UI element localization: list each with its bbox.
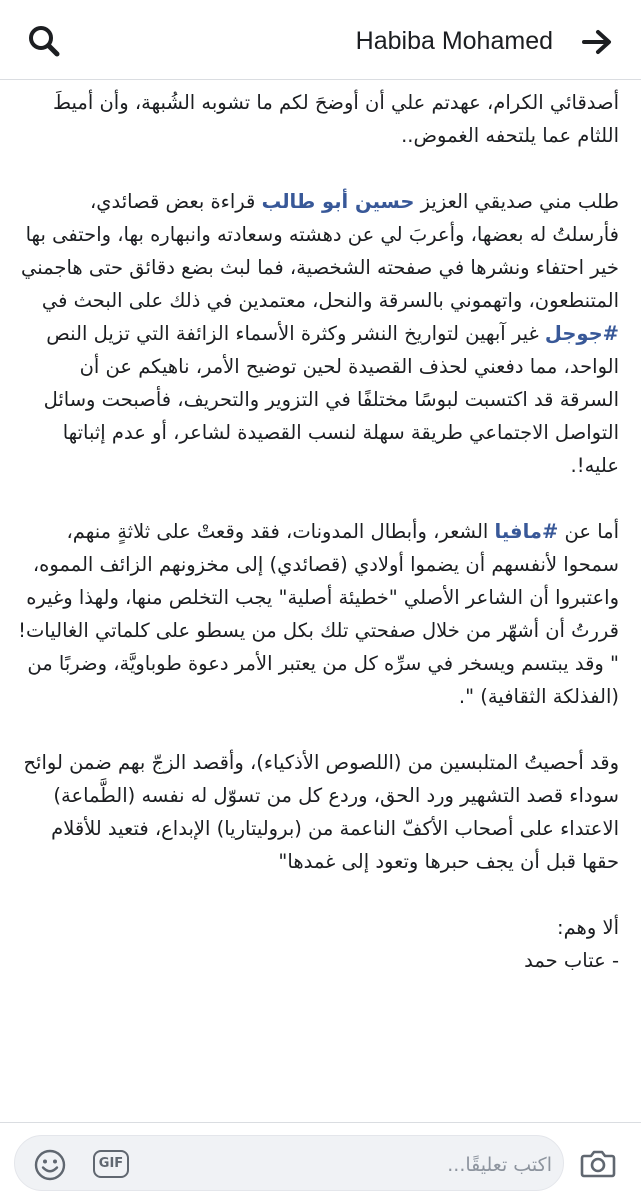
mafia-text-end: الشعر، وأبطال المدونات، فقد وقعتْ على ثلاثةٍ منهم، سمحوا لأنفسهم أن يضموا أولادي (قصائدي) إلى مخزونهم الزائف المموه، واعتبروا أن الشاعر الأصلي "خطيئة أصلية" يجب التخلص منها، ولهذا وغيره قررتُ أن أشهّر من خلال صفحتي تلك بكل من يسطو على كلماتي الغاليات!	[18, 520, 619, 642]
story-text-middle: قراءة بعض قصائدي، فأرسلتُ له بعضها، وأعربَ لي عن دهشته وسعادته وانبهاره بها، واحتفى بها خير احتفاء ونشرها في صفحته الشخصية، فما لبث بضع دقائق حتى هاجمني المتنطعون، واتهموني بالسرقة والنحل، معتمدين في ذلك على البحث في	[21, 190, 619, 312]
comment-bar	[0, 1122, 641, 1200]
post-quote: " وقد يبتسم ويسخر في سرِّه كل من يعتبر الأمر دعوة طوباويَّة، وضربًا من (الفذلكة الثقافية) ".	[27, 652, 619, 708]
paragraph-gap	[18, 152, 619, 185]
arrow-right-icon[interactable]	[579, 24, 615, 60]
paragraph-gap	[18, 713, 619, 746]
post-text	[18, 86, 619, 977]
mafia-text-start: أما عن	[558, 520, 619, 543]
comment-input[interactable]	[165, 1146, 554, 1184]
top-bar	[0, 0, 641, 80]
story-text-start: طلب مني صديقي العزيز	[414, 190, 619, 213]
post-list-item: - عتاب حمد	[524, 949, 619, 972]
hashtag-mafia-link[interactable]: #مافيا	[494, 520, 559, 543]
gif-button[interactable]: GIF	[93, 1150, 129, 1178]
paragraph-gap	[18, 878, 619, 911]
post-paragraph-story	[18, 185, 619, 482]
post-paragraph-mafia	[18, 515, 619, 647]
comment-box[interactable]	[14, 1135, 564, 1191]
profile-name-title[interactable]: Habiba Mohamed	[355, 27, 553, 55]
post-paragraph-list-intro: وقد أحصيتُ المتلبسين من (اللصوص الأذكياء)، وأقصد الزجّ بهم ضمن لوائح سوداء قصد التشهير ورد الحق، وردع كل من تسوّل له نفسه (الطَّماعة) الاعتداء على أصحاب الأكفّ الناعمة من (بروليتاريا) الإبداع، فتعيد للأقلام حقها قبل أن يجف حبرها وتعود إلى غمدها"	[23, 751, 619, 873]
story-text-end: غير آبهين لتواريخ النشر وكثرة الأسماء الزائفة التي تزيل النص الواحد، مما دفعني لحذف القصيدة لحين توضيح الأمر، ناهيكم عن أن السرقة قد اكتسبت لبوسًا مختلفًا في التزوير والتحريف، فأصبحت وسائل التواصل الاجتماعي طريقة سهلة لنسب القصيدة لشاعر، أو عدم إثباتها عليه!.	[43, 322, 619, 477]
post-paragraph-intro: أصدقائي الكرام، عهدتم علي أن أوضحَ لكم ما تشوبه الشُبهة، وأن أميطَ اللثام عما يلتحفه الغموض..	[53, 91, 619, 147]
hashtag-google-link[interactable]: #جوجل	[544, 322, 619, 345]
paragraph-gap	[18, 482, 619, 515]
post-list-heading: ألا وهم:	[557, 916, 619, 939]
search-icon[interactable]	[24, 22, 64, 62]
post-content-area	[0, 80, 641, 1122]
camera-icon[interactable]	[578, 1143, 618, 1183]
friend-mention-link[interactable]: حسين أبو طالب	[261, 190, 415, 213]
emoji-icon[interactable]	[33, 1148, 67, 1182]
